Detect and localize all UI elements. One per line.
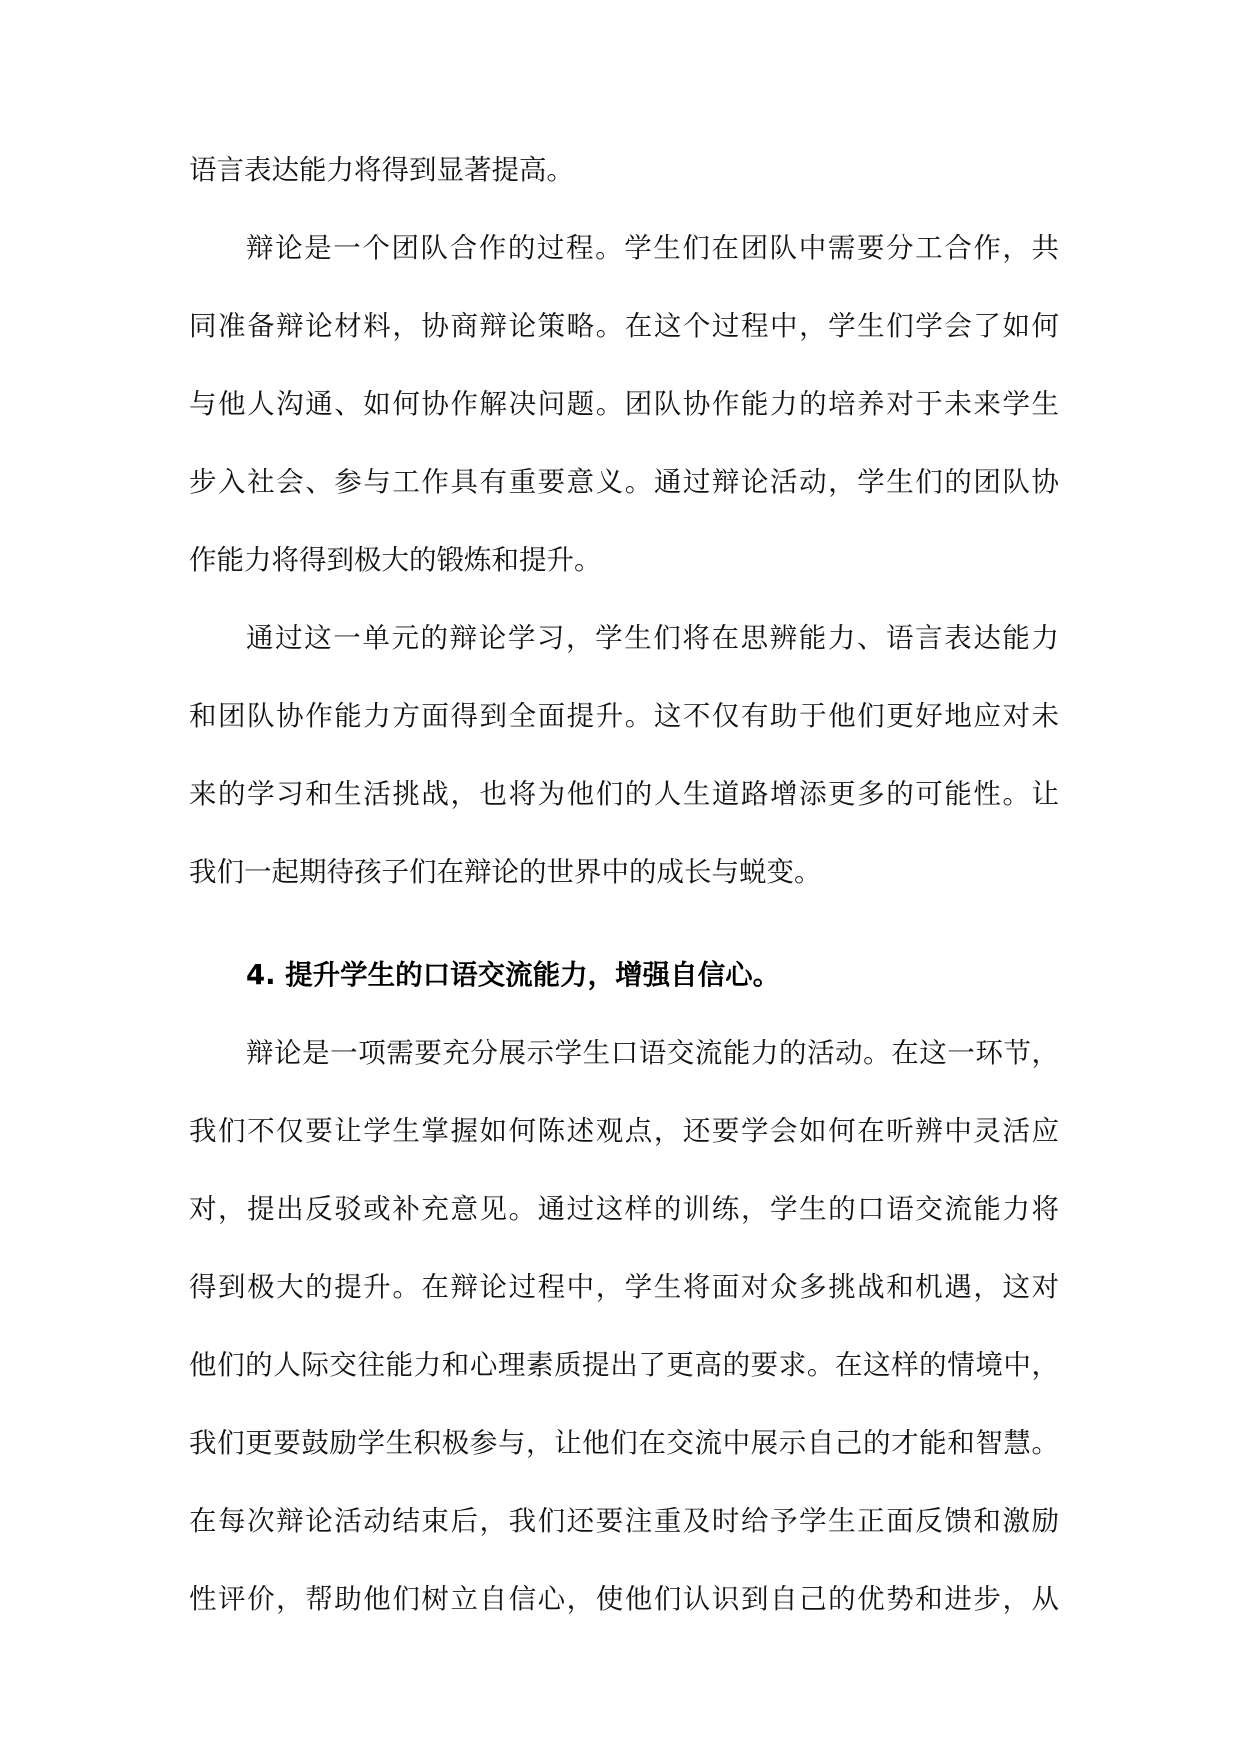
paragraph-4-line-5: 他们的人际交往能力和心理素质提出了更高的要求。在这样的情境中， — [189, 1349, 1059, 1381]
paragraph-2-line-1: 辩论是一个团队合作的过程。学生们在团队中需要分工合作，共 — [246, 232, 1059, 264]
paragraph-1-line-1: 语言表达能力将得到显著提高。 — [189, 154, 574, 186]
paragraph-3-line-4: 我们一起期待孩子们在辩论的世界中的成长与蜕变。 — [189, 856, 822, 888]
paragraph-4-line-8: 性评价，帮助他们树立自信心，使他们认识到自己的优势和进步，从 — [189, 1583, 1059, 1615]
paragraph-4-line-2: 我们不仅要让学生掌握如何陈述观点，还要学会如何在听辨中灵活应 — [189, 1115, 1059, 1147]
paragraph-4-line-7: 在每次辩论活动结束后，我们还要注重及时给予学生正面反馈和激励 — [189, 1505, 1059, 1537]
paragraph-2-line-4: 步入社会、参与工作具有重要意义。通过辩论活动，学生们的团队协 — [189, 466, 1059, 498]
paragraph-2-line-2: 同准备辩论材料，协商辩论策略。在这个过程中，学生们学会了如何 — [189, 310, 1059, 342]
paragraph-4-line-1: 辩论是一项需要充分展示学生口语交流能力的活动。在这一环节， — [246, 1037, 1059, 1069]
paragraph-2-line-3: 与他人沟通、如何协作解决问题。团队协作能力的培养对于未来学生 — [189, 388, 1059, 420]
paragraph-4-line-4: 得到极大的提升。在辩论过程中，学生将面对众多挑战和机遇，这对 — [189, 1271, 1059, 1303]
paragraph-4-line-6: 我们更要鼓励学生积极参与，让他们在交流中展示自己的才能和智慧。 — [189, 1427, 1059, 1459]
paragraph-4-line-3: 对，提出反驳或补充意见。通过这样的训练，学生的口语交流能力将 — [189, 1193, 1059, 1225]
paragraph-3-line-2: 和团队协作能力方面得到全面提升。这不仅有助于他们更好地应对未 — [189, 700, 1059, 732]
paragraph-3-line-3: 来的学习和生活挑战，也将为他们的人生道路增添更多的可能性。让 — [189, 778, 1059, 810]
section-heading: 4. 提升学生的口语交流能力，增强自信心。 — [246, 959, 781, 991]
paragraph-2-line-5: 作能力将得到极大的锻炼和提升。 — [189, 544, 602, 576]
paragraph-3-line-1: 通过这一单元的辩论学习，学生们将在思辨能力、语言表达能力 — [246, 622, 1059, 654]
